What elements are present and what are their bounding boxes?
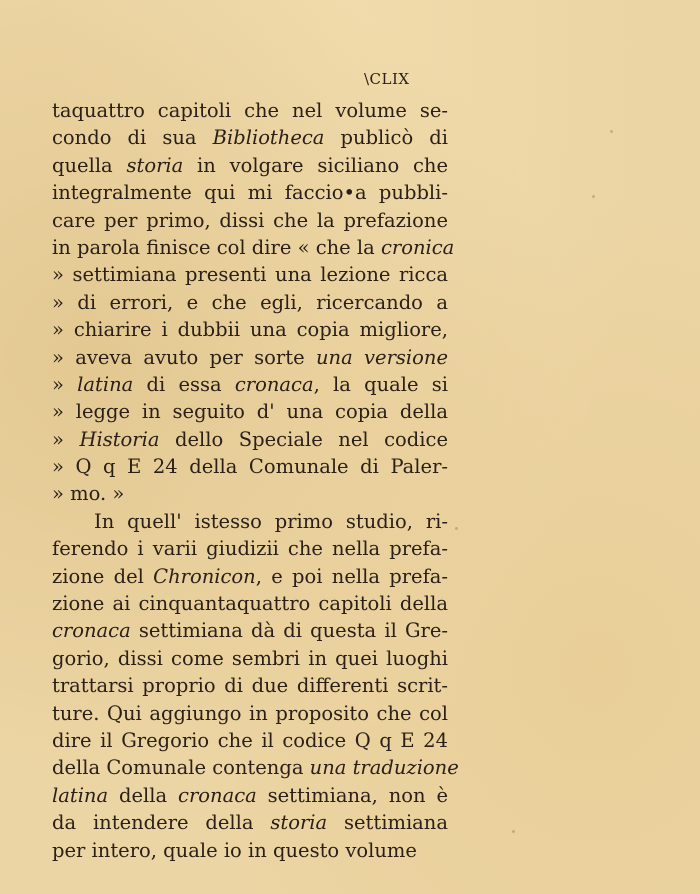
text-run: della <box>108 783 179 807</box>
text-line <box>52 289 448 316</box>
italic-text: Chronicon <box>153 564 256 588</box>
paper-speck <box>610 130 613 133</box>
italic-text: latina <box>77 372 134 396</box>
text-line <box>52 590 448 617</box>
text-run: » Q q E 24 della Comunale di Paler- <box>52 455 448 479</box>
paper-speck <box>592 195 595 198</box>
text-line <box>52 782 448 809</box>
text-line <box>52 344 448 371</box>
text-run: dire il Gregorio che il codice Q q E 24 <box>52 728 448 752</box>
text-run: » <box>52 372 78 396</box>
text-run: In quell' istesso primo studio, ri- <box>94 509 448 533</box>
body-text <box>52 97 459 864</box>
italic-text: storia <box>126 153 184 177</box>
text-line <box>52 426 448 453</box>
text-run: publicò di <box>324 126 449 150</box>
text-run: di essa <box>133 372 235 396</box>
text-run: zione del <box>52 564 154 588</box>
text-line <box>52 261 448 288</box>
text-run: da intendere della <box>52 811 271 835</box>
italic-text: cronaca <box>52 619 131 643</box>
text-run: » legge in seguito d' una copia della <box>52 400 448 424</box>
text-line <box>52 398 448 425</box>
text-line <box>52 563 448 590</box>
text-run: zione ai cinquantaquattro capitoli della <box>52 592 448 616</box>
text-line <box>52 371 448 398</box>
text-line <box>52 234 455 261</box>
text-run: gorio, dissi come sembri in quei luoghi <box>52 646 448 670</box>
paper-speck <box>455 527 458 530</box>
text-run: ture. Qui aggiungo in proposito che col <box>52 701 448 725</box>
italic-text: Bibliotheca <box>212 126 325 150</box>
text-line <box>52 809 448 836</box>
text-run: integralmente qui mi faccio•a pubbli- <box>52 181 448 205</box>
text-run: settimiana <box>327 811 448 835</box>
italic-text: una traduzione <box>309 756 459 780</box>
text-line <box>52 508 448 535</box>
text-run: , e poi nella prefa- <box>255 564 449 588</box>
text-run: » di errori, e che egli, ricercando a <box>52 290 448 314</box>
text-line <box>52 179 448 206</box>
text-run: trattarsi proprio di due differenti scrit- <box>52 674 448 698</box>
text-line <box>52 754 459 781</box>
text-run: settimiana dà di questa il Gre- <box>130 619 448 643</box>
italic-text: cronica <box>380 235 455 259</box>
text-line <box>52 727 448 754</box>
text-line <box>52 535 448 562</box>
text-run: in volgare siciliano che <box>183 153 448 177</box>
text-line <box>52 700 448 727</box>
italic-text: latina <box>52 783 109 807</box>
text-line <box>52 207 448 234</box>
text-run: settimiana, non è <box>256 783 448 807</box>
italic-text: cronaca <box>234 372 314 396</box>
text-line <box>52 480 448 507</box>
text-run: ferendo i varii giudizii che nella prefa- <box>52 537 448 561</box>
italic-text: cronaca <box>178 783 257 807</box>
text-run: » mo. » <box>52 482 125 506</box>
text-run: care per primo, dissi che la prefazione <box>52 208 448 232</box>
text-run: della Comunale contenga <box>52 756 310 780</box>
text-run: » chiarire i dubbii una copia migliore, <box>52 318 448 342</box>
text-run: taquattro capitoli che nel volume se- <box>52 99 448 122</box>
text-run: dello Speciale nel codice <box>159 427 448 451</box>
text-run: » <box>52 427 80 451</box>
text-line <box>52 316 448 343</box>
text-line <box>52 645 448 672</box>
text-run: per intero, quale io in questo volume <box>52 838 417 862</box>
paper-speck <box>512 830 515 833</box>
text-run: quella <box>52 153 127 177</box>
text-run: , la quale si <box>313 372 448 396</box>
text-run: » settimiana presenti una lezione ricca <box>52 263 448 287</box>
text-run: » aveva avuto per sorte <box>52 345 316 369</box>
italic-text: storia <box>270 811 328 835</box>
text-line <box>52 97 448 124</box>
text-run: in parola finisce col dire « che la <box>52 235 381 259</box>
italic-text: una versione <box>315 345 448 369</box>
text-run: condo di sua <box>52 126 213 150</box>
page-number: \CLIX <box>364 70 410 88</box>
text-line <box>52 672 448 699</box>
text-line <box>52 152 448 179</box>
italic-text: Historia <box>79 427 160 451</box>
text-line <box>52 837 448 864</box>
text-line <box>52 453 448 480</box>
text-line <box>52 124 448 151</box>
text-line <box>52 617 448 644</box>
